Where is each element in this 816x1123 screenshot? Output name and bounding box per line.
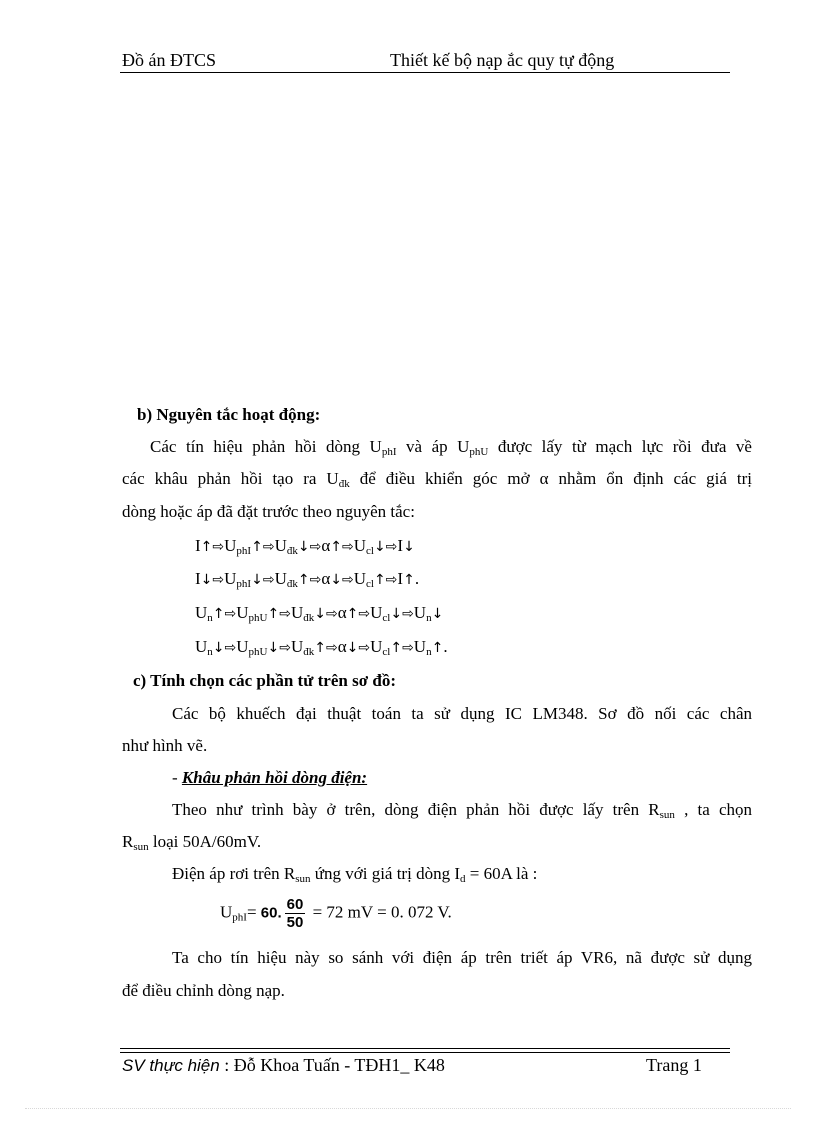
down-arrow-icon: ↓ xyxy=(330,572,342,588)
implies-arrow-icon: ⇨ xyxy=(224,640,237,656)
subsection-heading: - Khâu phản hồi dòng điện: xyxy=(172,768,368,787)
implies-arrow-icon: ⇨ xyxy=(402,640,414,656)
implies-arrow-icon: ⇨ xyxy=(262,572,275,588)
section-c-heading: c) Tính chọn các phần tử trên sơ đồ: xyxy=(133,671,396,690)
up-arrow-icon: ↑ xyxy=(390,640,403,656)
down-arrow-icon: ↓ xyxy=(373,539,386,555)
footer-page-number: Trang 1 xyxy=(646,1055,702,1075)
down-arrow-icon: ↓ xyxy=(297,539,310,555)
section-c-paragraph-2-line1: Theo như trình bày ở trên, dòng điện phản hồi được lấy trên $R_{sun}$ , ta chọn xyxy=(172,800,752,821)
up-arrow-icon: ↑ xyxy=(373,572,386,588)
up-arrow-icon: ↑ xyxy=(200,539,213,555)
implies-arrow-icon: ⇨ xyxy=(212,539,225,555)
up-arrow-icon: ↑ xyxy=(267,606,280,622)
section-c-paragraph-4-line1: Ta cho tín hiệu này so sánh với điện áp trên triết áp VR6, nã được sử dụng xyxy=(172,948,752,967)
implies-arrow-icon: ⇨ xyxy=(341,539,354,555)
implies-arrow-icon: ⇨ xyxy=(309,539,322,555)
down-arrow-icon: ↓ xyxy=(200,572,213,588)
section-c-paragraph-2-line2: $R_{sun}$ loại 50A/60mV. xyxy=(122,832,262,853)
up-arrow-icon: ↑ xyxy=(212,606,225,622)
section-c-paragraph-3: Điện áp rơi trên $R_{sun}$ ứng với giá trị dòng $I_d = 60A$ là : xyxy=(172,864,538,885)
down-arrow-icon: ↓ xyxy=(390,606,403,622)
implies-arrow-icon: ⇨ xyxy=(385,539,398,555)
up-arrow-icon: ↑ xyxy=(403,572,415,588)
implies-arrow-icon: ⇨ xyxy=(309,572,322,588)
down-arrow-icon: ↓ xyxy=(403,539,415,555)
footer-divider-bottom xyxy=(120,1052,730,1053)
implies-arrow-icon: ⇨ xyxy=(385,572,398,588)
down-arrow-icon: ↓ xyxy=(251,572,263,588)
section-c-paragraph-1-line2: như hình vẽ. xyxy=(122,736,208,755)
down-arrow-icon: ↓ xyxy=(267,640,280,656)
section-b-paragraph-line3: dòng hoặc áp đã đặt trước theo nguyên tắc: xyxy=(122,502,415,521)
up-arrow-icon: ↑ xyxy=(346,606,359,622)
section-b-heading: b) Nguyên tắc hoạt động: xyxy=(137,405,321,424)
control-chain-3: $U_n↑⇨U_{phU}↑⇨U_{đk}↓⇨\alpha↑⇨U_{cl}↓⇨U_n↓$ xyxy=(195,603,444,624)
down-arrow-icon: ↓ xyxy=(431,606,444,622)
implies-arrow-icon: ⇨ xyxy=(279,606,291,622)
implies-arrow-icon: ⇨ xyxy=(358,640,371,656)
down-arrow-icon: ↓ xyxy=(346,640,359,656)
header-course-title: Đồ án ĐTCS xyxy=(122,50,216,70)
section-c-paragraph-4-line2: để điều chỉnh dòng nạp. xyxy=(122,981,285,1000)
formula-fraction: $\frac{60}{50}$ xyxy=(286,896,304,931)
control-chain-4: $U_n↓⇨U_{phU}↓⇨U_{đk}↑⇨\alpha↓⇨U_{cl}↑⇨U_n↑$. xyxy=(195,637,448,658)
up-arrow-icon: ↑ xyxy=(251,539,263,555)
page-bottom-dotted-line xyxy=(25,1108,791,1109)
implies-arrow-icon: ⇨ xyxy=(224,606,237,622)
footer-author: SV thực hiện : Đỗ Khoa Tuấn - TĐH1_ K48 xyxy=(122,1055,445,1075)
section-b-paragraph-line1: Các tín hiệu phản hồi dòng $U_{phI}$ và áp $U_{phU}$ được lấy từ mạch lực rồi đưa về xyxy=(150,437,752,458)
up-arrow-icon: ↑ xyxy=(431,640,444,656)
implies-arrow-icon: ⇨ xyxy=(341,572,354,588)
up-arrow-icon: ↑ xyxy=(330,539,342,555)
down-arrow-icon: ↓ xyxy=(314,606,326,622)
up-arrow-icon: ↑ xyxy=(297,572,310,588)
implies-arrow-icon: ⇨ xyxy=(325,606,338,622)
section-b-paragraph-line2: các khâu phản hồi tạo ra $U_{đk}$ để điều khiển góc mở α nhằm ổn định các giá trị xyxy=(122,469,752,490)
down-arrow-icon: ↓ xyxy=(212,640,225,656)
implies-arrow-icon: ⇨ xyxy=(325,640,338,656)
implies-arrow-icon: ⇨ xyxy=(279,640,291,656)
implies-arrow-icon: ⇨ xyxy=(212,572,225,588)
header-project-title: Thiết kế bộ nạp ắc quy tự động xyxy=(390,50,615,70)
up-arrow-icon: ↑ xyxy=(314,640,326,656)
voltage-formula: $U_{phI}= 60$. $\frac{60}{50}$ = 72 mV = 0. 072 V. xyxy=(220,896,452,931)
control-chain-1: $I↑⇨U_{phI}↑⇨U_{đk}↓⇨\alpha↑⇨U_{cl}↓⇨I↓$ xyxy=(195,536,415,557)
implies-arrow-icon: ⇨ xyxy=(358,606,371,622)
section-c-paragraph-1-line1: Các bộ khuếch đại thuật toán ta sử dụng IC LM348. Sơ đồ nối các chân xyxy=(172,704,752,723)
control-chain-2: $I↓⇨U_{phI}↓⇨U_{đk}↑⇨\alpha↓⇨U_{cl}↑⇨I↑$. xyxy=(195,569,420,590)
footer-divider-top xyxy=(120,1048,730,1049)
header-divider xyxy=(120,72,730,73)
implies-arrow-icon: ⇨ xyxy=(262,539,275,555)
implies-arrow-icon: ⇨ xyxy=(402,606,414,622)
